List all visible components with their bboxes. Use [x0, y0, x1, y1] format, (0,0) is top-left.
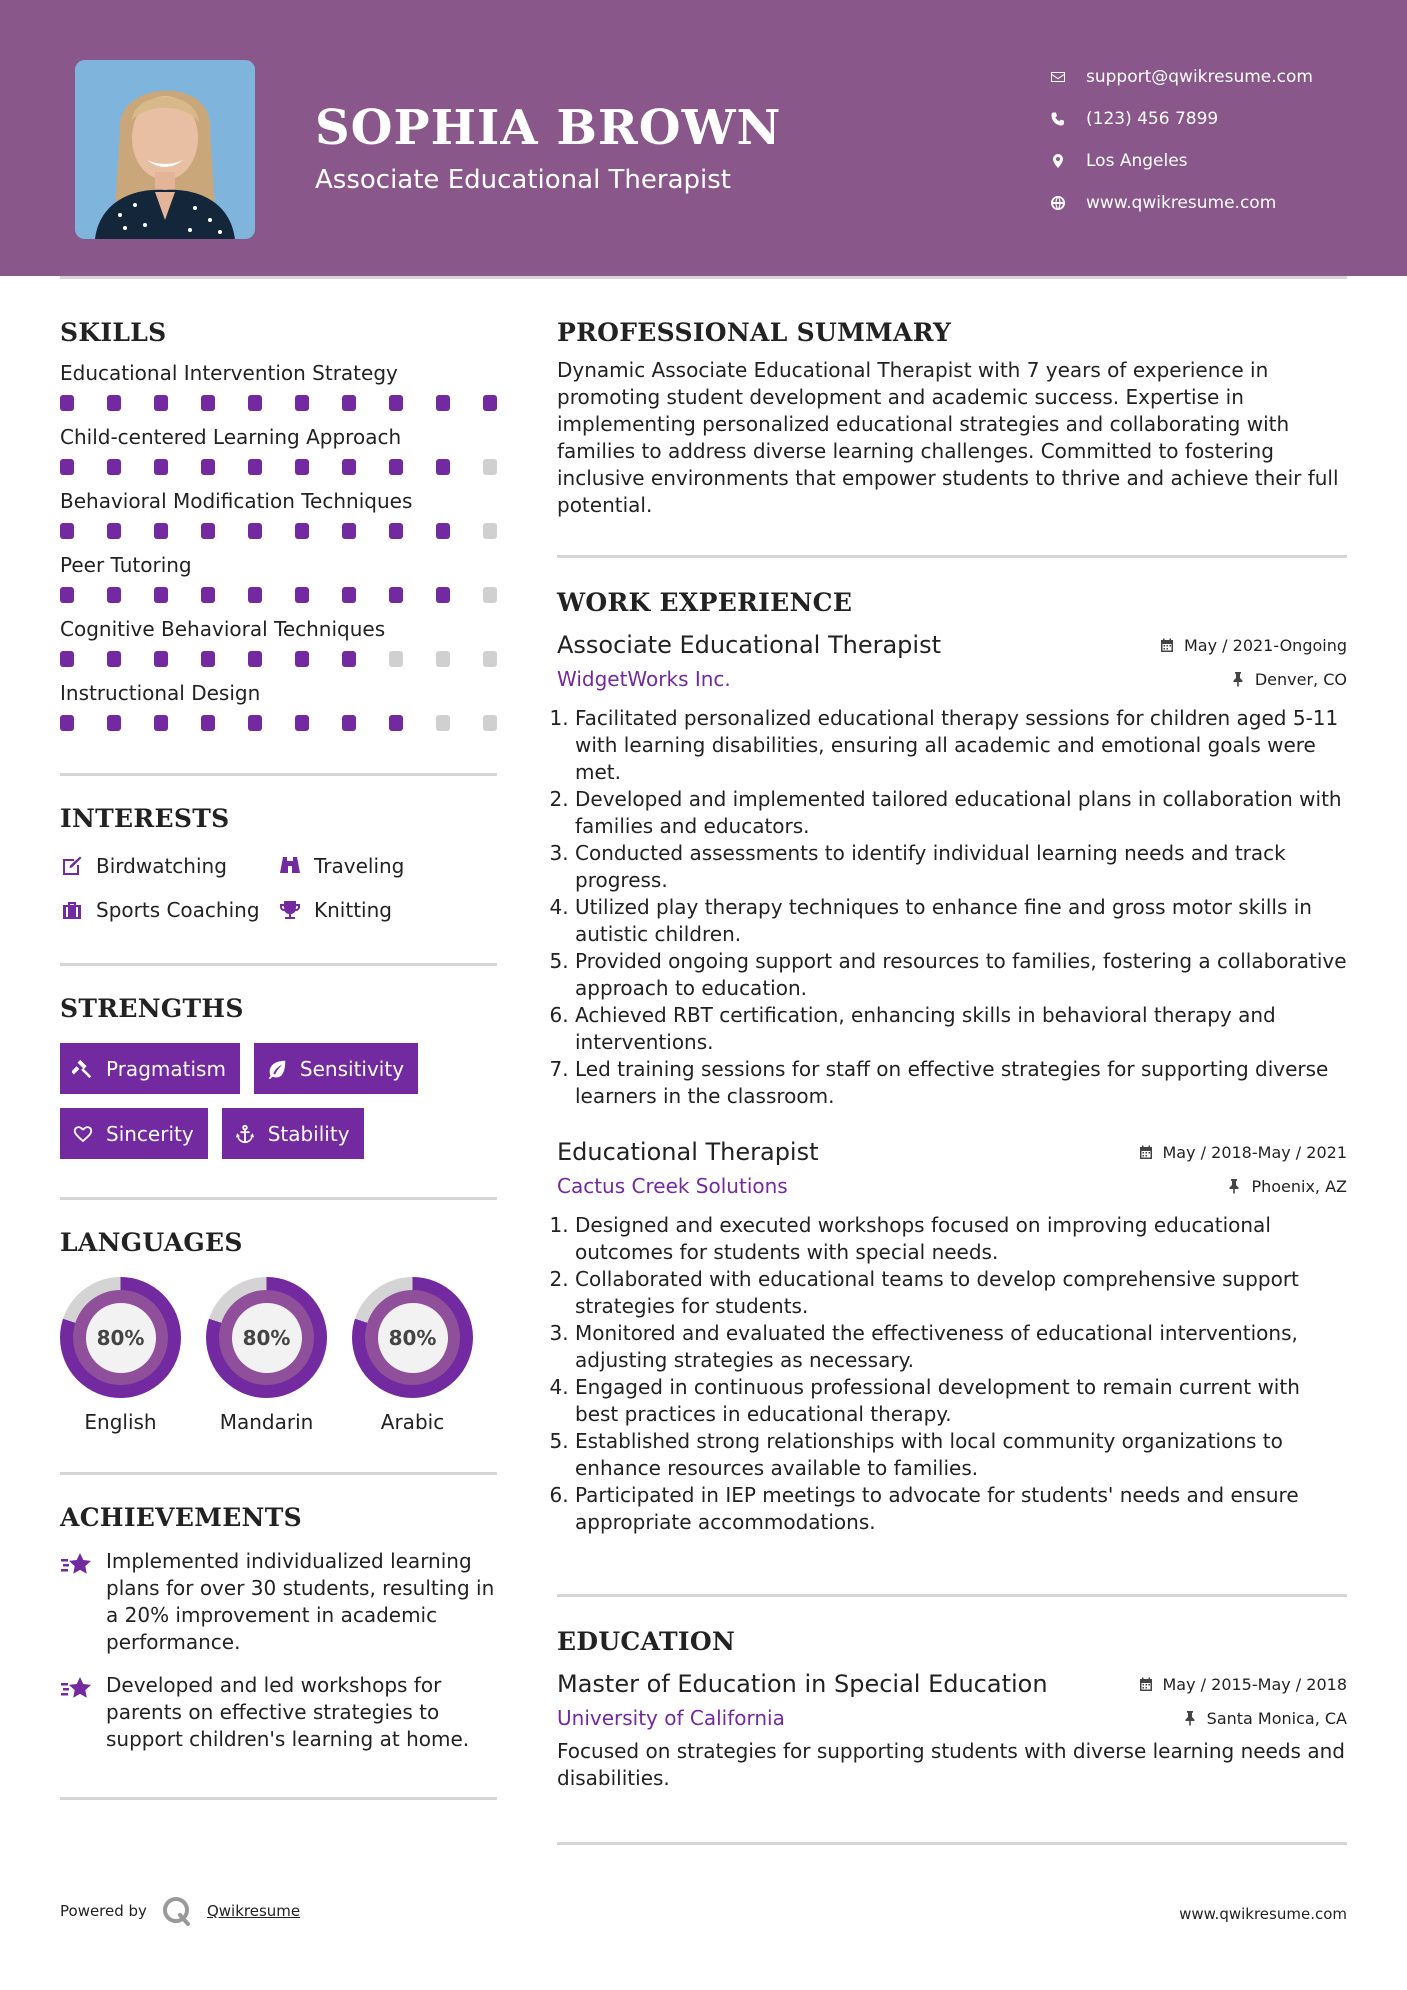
rating-dot-filled	[248, 459, 262, 475]
rating-dot-filled	[107, 715, 121, 731]
rating-dot-filled	[248, 651, 262, 667]
pushpin-icon	[1230, 671, 1246, 687]
job-bullet: 3. Conducted assessments to identify individual learning needs and track progress.	[575, 840, 1347, 894]
skill-item	[60, 616, 497, 667]
job-bullet: 2. Collaborated with educational teams to develop comprehensive support strategies for students.	[575, 1266, 1347, 1320]
rating-dot-filled	[295, 651, 309, 667]
map-pin-icon	[1050, 153, 1086, 169]
rating-dot-filled	[436, 587, 450, 603]
job-bullet: 4. Engaged in continuous professional development to remain current with best practices in educational therapy.	[575, 1374, 1347, 1428]
job-bullet: 7. Led training sessions for staff on effective strategies for supporting diverse learners in the classroom.	[575, 1056, 1347, 1110]
rating-dot-filled	[436, 459, 450, 475]
job-bullet: 4. Utilized play therapy techniques to enhance fine and gross motor skills in autistic children.	[575, 894, 1347, 948]
rating-dot-filled	[248, 587, 262, 603]
rating-dot-filled	[295, 523, 309, 539]
anchor-icon	[234, 1123, 256, 1145]
rating-dot-filled	[295, 715, 309, 731]
skill-name: Behavioral Modification Techniques	[60, 489, 413, 513]
pushpin-icon	[1182, 1710, 1198, 1726]
interest-item: Traveling	[278, 853, 498, 879]
header-divider	[60, 276, 1347, 279]
calendar-icon	[1138, 1676, 1154, 1692]
language-name: Mandarin	[219, 1410, 314, 1434]
rating-dot-filled	[295, 587, 309, 603]
qwikresume-logo-icon	[161, 1895, 193, 1927]
job-bullet: 2. Developed and implemented tailored educational plans in collaboration with families and educators.	[575, 786, 1347, 840]
rating-dot-filled	[201, 395, 215, 411]
job-bullet: 3. Monitored and evaluated the effectiveness of educational interventions, adjusting strategies as necessary.	[575, 1320, 1347, 1374]
job-entry	[557, 631, 1347, 1110]
strength-badge: Pragmatism	[60, 1043, 240, 1094]
interests-list	[60, 853, 497, 923]
education-title: EDUCATION	[557, 1627, 736, 1656]
section-divider	[60, 1797, 497, 1800]
languages-list	[60, 1277, 497, 1434]
rating-dot-empty	[483, 523, 497, 539]
rating-dot-filled	[483, 395, 497, 411]
rating-dot-filled	[60, 715, 74, 731]
rating-dot-filled	[389, 715, 403, 731]
skill-name: Child-centered Learning Approach	[60, 425, 402, 449]
strength-badge: Stability	[222, 1108, 364, 1159]
rating-dot-filled	[389, 587, 403, 603]
candidate-name: SOPHIA BROWN	[315, 100, 782, 156]
section-divider	[60, 773, 497, 776]
rating-dot-filled	[60, 651, 74, 667]
rating-dot-filled	[201, 715, 215, 731]
job-dates: May / 2021-Ongoing	[1159, 636, 1347, 655]
globe-icon	[1050, 195, 1086, 211]
rating-dot-filled	[248, 715, 262, 731]
envelope-icon	[1050, 69, 1086, 85]
skill-item	[60, 552, 497, 603]
school-name: University of California	[557, 1706, 785, 1730]
contact-website[interactable]: www.qwikresume.com	[1050, 182, 1313, 224]
rating-dot-filled	[107, 651, 121, 667]
achievements-title: ACHIEVEMENTS	[60, 1503, 302, 1532]
rating-dot-filled	[248, 395, 262, 411]
skill-name: Educational Intervention Strategy	[60, 361, 398, 385]
section-divider	[557, 555, 1347, 558]
rating-dot-filled	[389, 395, 403, 411]
skills-list	[60, 360, 497, 731]
skills-title: SKILLS	[60, 318, 167, 347]
section-divider	[557, 1842, 1347, 1845]
rating-dot-empty	[436, 651, 450, 667]
star-badge-icon	[60, 1550, 94, 1580]
heart-icon	[72, 1123, 94, 1145]
calendar-icon	[1159, 637, 1175, 653]
rating-dot-filled	[389, 523, 403, 539]
candidate-role: Associate Educational Therapist	[315, 165, 731, 195]
rating-dot-empty	[436, 715, 450, 731]
language-item	[206, 1277, 327, 1434]
skill-rating	[60, 459, 497, 475]
job-bullet: 5. Provided ongoing support and resources to families, fostering a collaborative approach to education.	[575, 948, 1347, 1002]
job-bullet: 1. Facilitated personalized educational therapy sessions for children aged 5-11 with learning disabilities, ensuring all academic and emotional goals were met.	[575, 705, 1347, 786]
binoculars-icon	[278, 854, 302, 878]
achievement-item: Implemented individualized learning plans for over 30 students, resulting in a 20% improvement in academic performance.	[60, 1548, 497, 1656]
job-bullet: 5. Established strong relationships with local community organizations to enhance resources available to families.	[575, 1428, 1347, 1482]
rating-dot-filled	[60, 459, 74, 475]
strength-badge: Sensitivity	[254, 1043, 418, 1094]
resume-header	[0, 0, 1407, 276]
contact-location: Los Angeles	[1050, 140, 1313, 182]
rating-dot-filled	[107, 523, 121, 539]
job-location: Denver, CO	[1230, 670, 1347, 689]
skill-rating	[60, 651, 497, 667]
trophy-icon	[278, 898, 302, 922]
rating-dot-filled	[436, 523, 450, 539]
job-bullet: 1. Designed and executed workshops focused on improving educational outcomes for students with special needs.	[575, 1212, 1347, 1266]
summary-title: PROFESSIONAL SUMMARY	[557, 318, 952, 347]
left-column	[60, 318, 497, 1800]
rating-dot-filled	[342, 651, 356, 667]
skill-rating	[60, 523, 497, 539]
strength-badge: Sincerity	[60, 1108, 208, 1159]
job-bullets	[557, 705, 1347, 1110]
achievement-item: Developed and led workshops for parents on effective strategies to support children's learning at home.	[60, 1672, 497, 1753]
education-entry	[557, 1670, 1347, 1792]
interest-item: Knitting	[278, 897, 498, 923]
education-location: Santa Monica, CA	[1182, 1709, 1347, 1728]
skill-rating	[60, 587, 497, 603]
rating-dot-filled	[154, 651, 168, 667]
footer-powered-by: Powered by Qwikresume	[60, 1895, 300, 1927]
job-entry	[557, 1138, 1347, 1536]
language-name: English	[84, 1410, 157, 1434]
rating-dot-empty	[483, 587, 497, 603]
phone-icon	[1050, 111, 1086, 127]
pushpin-icon	[1226, 1178, 1242, 1194]
rating-dot-filled	[60, 523, 74, 539]
rating-dot-filled	[107, 395, 121, 411]
language-ring: 80%	[60, 1277, 181, 1398]
summary-text: Dynamic Associate Educational Therapist with 7 years of experience in promoting student development and academic success. Expertise in implementing personalized educational strategies and collaborating with families to address diverse learning challenges. Committed to fostering inclusive environments that empower students to thrive and achieve their full potential.	[557, 358, 1339, 517]
rating-dot-filled	[295, 395, 309, 411]
job-title: Associate Educational Therapist	[557, 631, 941, 659]
star-badge-icon	[60, 1674, 94, 1704]
rating-dot-filled	[60, 587, 74, 603]
rating-dot-filled	[107, 587, 121, 603]
rating-dot-empty	[389, 651, 403, 667]
rating-dot-empty	[483, 715, 497, 731]
rating-dot-empty	[483, 651, 497, 667]
languages-title: LANGUAGES	[60, 1228, 243, 1257]
job-bullet: 6. Participated in IEP meetings to advocate for students' needs and ensure appropriate accommodations.	[575, 1482, 1347, 1536]
footer-website[interactable]: www.qwikresume.com	[1179, 1905, 1347, 1923]
company-name: Cactus Creek Solutions	[557, 1174, 788, 1198]
rating-dot-filled	[201, 459, 215, 475]
language-ring: 80%	[352, 1277, 473, 1398]
language-ring: 80%	[206, 1277, 327, 1398]
company-name: WidgetWorks Inc.	[557, 667, 731, 691]
section-divider	[60, 963, 497, 966]
rating-dot-filled	[389, 459, 403, 475]
skill-name: Peer Tutoring	[60, 553, 192, 577]
edit-icon	[60, 854, 84, 878]
rating-dot-filled	[342, 587, 356, 603]
job-bullet: 6. Achieved RBT certification, enhancing skills in behavioral therapy and interventions.	[575, 1002, 1347, 1056]
language-item	[60, 1277, 181, 1434]
job-location: Phoenix, AZ	[1226, 1177, 1347, 1196]
interest-item: Birdwatching	[60, 853, 278, 879]
rating-dot-filled	[436, 395, 450, 411]
contact-phone[interactable]: (123) 456 7899	[1050, 98, 1313, 140]
gavel-icon	[72, 1058, 94, 1080]
rating-dot-filled	[201, 523, 215, 539]
section-divider	[60, 1472, 497, 1475]
rating-dot-filled	[154, 523, 168, 539]
briefcase-icon	[60, 898, 84, 922]
strengths-title: STRENGTHS	[60, 994, 244, 1023]
profile-photo	[75, 60, 255, 239]
calendar-icon	[1138, 1144, 1154, 1160]
contact-email[interactable]: support@qwikresume.com	[1050, 56, 1313, 98]
skill-name: Cognitive Behavioral Techniques	[60, 617, 386, 641]
right-column	[557, 318, 1347, 1845]
section-divider	[60, 1197, 497, 1200]
skill-rating	[60, 715, 497, 731]
skill-item	[60, 680, 497, 731]
rating-dot-filled	[154, 459, 168, 475]
interests-title: INTERESTS	[60, 804, 230, 833]
rating-dot-filled	[60, 395, 74, 411]
rating-dot-filled	[107, 459, 121, 475]
education-description: Focused on strategies for supporting students with diverse learning needs and disabilities.	[557, 1739, 1345, 1790]
education-dates: May / 2015-May / 2018	[1138, 1675, 1348, 1694]
rating-dot-filled	[201, 651, 215, 667]
strengths-list	[60, 1043, 497, 1159]
section-divider	[557, 1594, 1347, 1597]
skill-item	[60, 424, 497, 475]
job-dates: May / 2018-May / 2021	[1138, 1143, 1348, 1162]
job-bullets	[557, 1212, 1347, 1536]
experience-title: WORK EXPERIENCE	[557, 588, 853, 617]
rating-dot-empty	[483, 459, 497, 475]
skill-name: Instructional Design	[60, 681, 261, 705]
rating-dot-filled	[248, 523, 262, 539]
skill-item	[60, 360, 497, 411]
rating-dot-filled	[154, 395, 168, 411]
skill-item	[60, 488, 497, 539]
rating-dot-filled	[154, 587, 168, 603]
skill-rating	[60, 395, 497, 411]
rating-dot-filled	[154, 715, 168, 731]
rating-dot-filled	[342, 715, 356, 731]
rating-dot-filled	[295, 459, 309, 475]
leaf-icon	[266, 1058, 288, 1080]
interest-item: Sports Coaching	[60, 897, 278, 923]
contact-list	[1050, 56, 1313, 224]
brand-link[interactable]: Qwikresume	[206, 1902, 301, 1920]
language-item	[352, 1277, 473, 1434]
degree-title: Master of Education in Special Education	[557, 1670, 1048, 1698]
rating-dot-filled	[342, 523, 356, 539]
rating-dot-filled	[201, 587, 215, 603]
language-name: Arabic	[380, 1410, 445, 1434]
rating-dot-filled	[342, 395, 356, 411]
rating-dot-filled	[342, 459, 356, 475]
job-title: Educational Therapist	[557, 1138, 819, 1166]
